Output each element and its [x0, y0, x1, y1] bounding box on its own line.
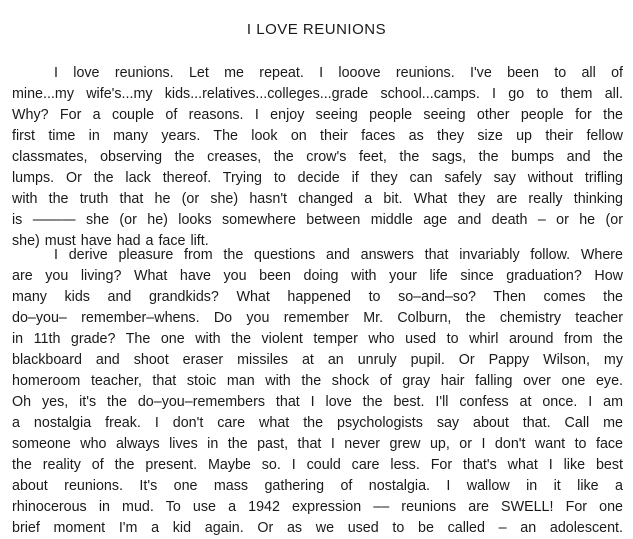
paragraph-line: in 11th grade? The one with the violent temper who used to whirl around from the	[12, 331, 623, 347]
paragraph-line: mine...my wife's...my kids...relatives...colleges...grade school...camps. I go to them all.	[12, 86, 623, 102]
paragraph-line: first time in many years. The look on their faces as they size up their fellow	[12, 128, 623, 144]
paragraph-line: lumps. Or the lack thereof. Trying to decide if they can safely say without trifling	[12, 170, 623, 186]
paragraph-line: brief moment I'm a kid again. Or as we used to be called – an adolescent.	[12, 520, 623, 536]
paragraph-line: is ——— she (or he) looks somewhere between middle age and death – or he (or	[12, 212, 623, 228]
paragraph-line: do–you– remember–whens. Do you remember Mr. Colburn, the chemistry teacher	[12, 310, 623, 326]
paragraph-1	[12, 63, 623, 252]
paragraph-line: many kids and grandkids? What happened to so–and–so? Then comes the	[12, 289, 623, 305]
paragraph-2	[12, 245, 623, 539]
paragraph-line: the reality of the present. Maybe so. I could care less. For that's what I like best	[12, 457, 623, 473]
paragraph-line: with the truth that he (or she) hasn't changed a bit. What they are really thinking	[12, 191, 623, 207]
paragraph-line: homeroom teacher, that stoic man with the shock of gray hair falling over one eye.	[12, 373, 623, 389]
paragraph-line: she) must have had a face lift.	[12, 233, 209, 249]
paragraph-line: Why? For a couple of reasons. I enjoy seeing people seeing other people for the	[12, 107, 623, 123]
paragraph-line: I love reunions. Let me repeat. I looove reunions. I've been to all of	[54, 65, 623, 81]
paragraph-line: someone who always lives in the past, that I never grew up, or I don't want to face	[12, 436, 623, 452]
paragraph-line: Oh yes, it's the do–you–remembers that I love the best. I'll confess at once. I am	[12, 394, 623, 410]
paragraph-line: blackboard and shoot eraser missiles at an unruly pupil. Or Pappy Wilson, my	[12, 352, 623, 368]
paragraph-line: I derive pleasure from the questions and answers that invariably follow. Where	[54, 247, 623, 263]
document-title: I LOVE REUNIONS	[246, 21, 387, 38]
paragraph-line: rhinocerous in mud. To use a 1942 expression –– reunions are SWELL! For one	[12, 499, 623, 515]
paragraph-line: about reunions. It's one mass gathering of nostalgia. I wallow in it like a	[12, 478, 623, 494]
paragraph-line: are you living? What have you been doing with your life since graduation? How	[12, 268, 623, 284]
paragraph-line: classmates, observing the creases, the crow's feet, the sags, the bumps and the	[12, 149, 623, 165]
paragraph-line: a nostalgia freak. I don't care what the psychologists say about that. Call me	[12, 415, 623, 431]
